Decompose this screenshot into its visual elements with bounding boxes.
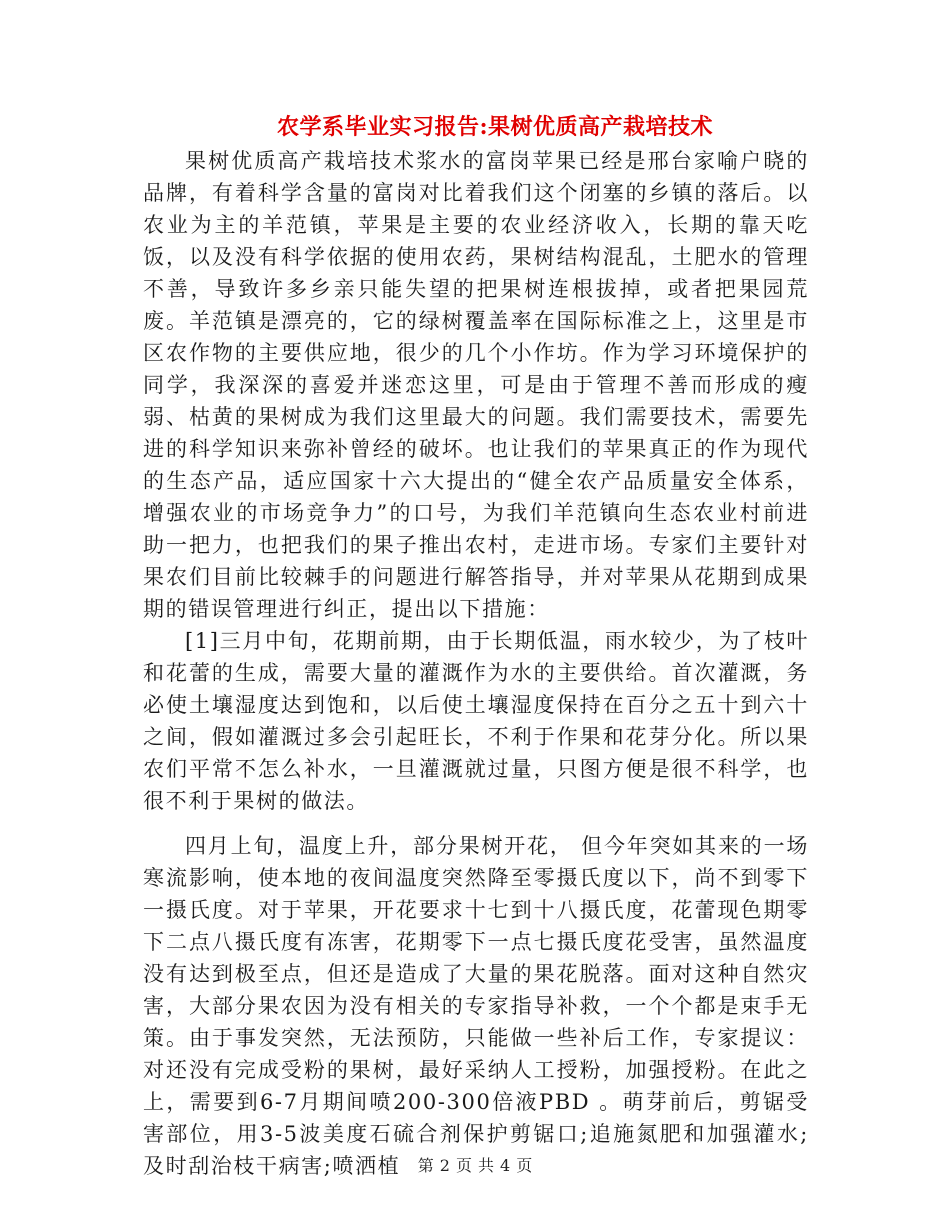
document-title: 农学系毕业实习报告:果树优质高产栽培技术 (276, 114, 714, 140)
paragraph-intro: 果树优质高产栽培技术浆水的富岗苹果已经是邢台家喻户晓的品牌，有着科学含量的富岗对比着我们这个闭塞的乡镇的落后。以农业为主的羊范镇，苹果是主要的农业经济收入，长期的靠天吃饭，以及没有科学依据的使用农药，果树结构混乱，土肥水的管理不善，导致许多乡亲只能失望的把果树连根拔掉，或者把果园荒废。羊范镇是漂亮的，它的绿树覆盖率在国际标准之上，这里是市区农作物的主要供应地，很少的几个小作坊。作为学习环境保护的同学，我深深的喜爱并迷恋这里，可是由于管理不善而形成的瘦弱、枯黄的果树成为我们这里最大的问题。我们需要技术，需要先进的科学知识来弥补曾经的破坏。也让我们的苹果真正的作为现代的生态产品，适应国家十六大提出的“健全农产品质量安全体系，增强农业的市场竞争力”的口号，为我们羊范镇向生态农业村前进助一把力，也把我们的果子推出农村，走进市场。专家们主要针对果农们目前比较棘手的问题进行解答指导，并对苹果从花期到成果期的错误管理进行纠正，提出以下措施： (143, 149, 809, 621)
footer-total-unit: 页 (516, 1156, 533, 1175)
footer-total-pages: 4 (500, 1156, 511, 1175)
document-body (143, 145, 809, 1182)
paragraph-march: [1]三月中旬，花期前期，由于长期低温，雨水较少，为了枝叶和花蕾的生成，需要大量的灌溉作为水的主要供给。首次灌溉，务必使土壤湿度达到饱和，以后使土壤湿度保持在百分之五十到六十之间，假如灌溉过多会引起旺长，不利于作果和花芽分化。所以果农们平常不怎么补水，一旦灌溉就过量，只图方便是很不科学，也很不利于果树的做法。 (143, 629, 809, 813)
footer-page-number: 2 (439, 1156, 450, 1175)
footer-prefix: 第 (417, 1156, 434, 1175)
page-footer (0, 1154, 950, 1178)
footer-middle: 共 (478, 1156, 495, 1175)
paragraph-april: 四月上旬，温度上升，部分果树开花， 但今年突如其来的一场寒流影响，使本地的夜间温度突然降至零摄氏度以下，尚不到零下一摄氏度。对于苹果，开花要求十七到十八摄氏度，花蕾现色期零下二点八摄氏度有冻害，花期零下一点七摄氏度花受害，虽然温度没有达到极至点，但还是造成了大量的果花脱落。面对这种自然灾害，大部分果农因为没有相关的专家指导补救，一个个都是束手无策。由于事发突然，无法预防，只能做一些补后工作，专家提议：对还没有完成受粉的果树，最好采纳人工授粉，加强授粉。在此之上，需要到6-7月期间喷200-300倍液PBD 。萌芽前后，剪锯受害部位，用3-5波美度石硫合剂保护剪锯口;追施氮肥和加强灌水;及时刮治枝干病害;喷洒植 (143, 834, 809, 1178)
footer-page-unit: 页 (455, 1156, 472, 1175)
